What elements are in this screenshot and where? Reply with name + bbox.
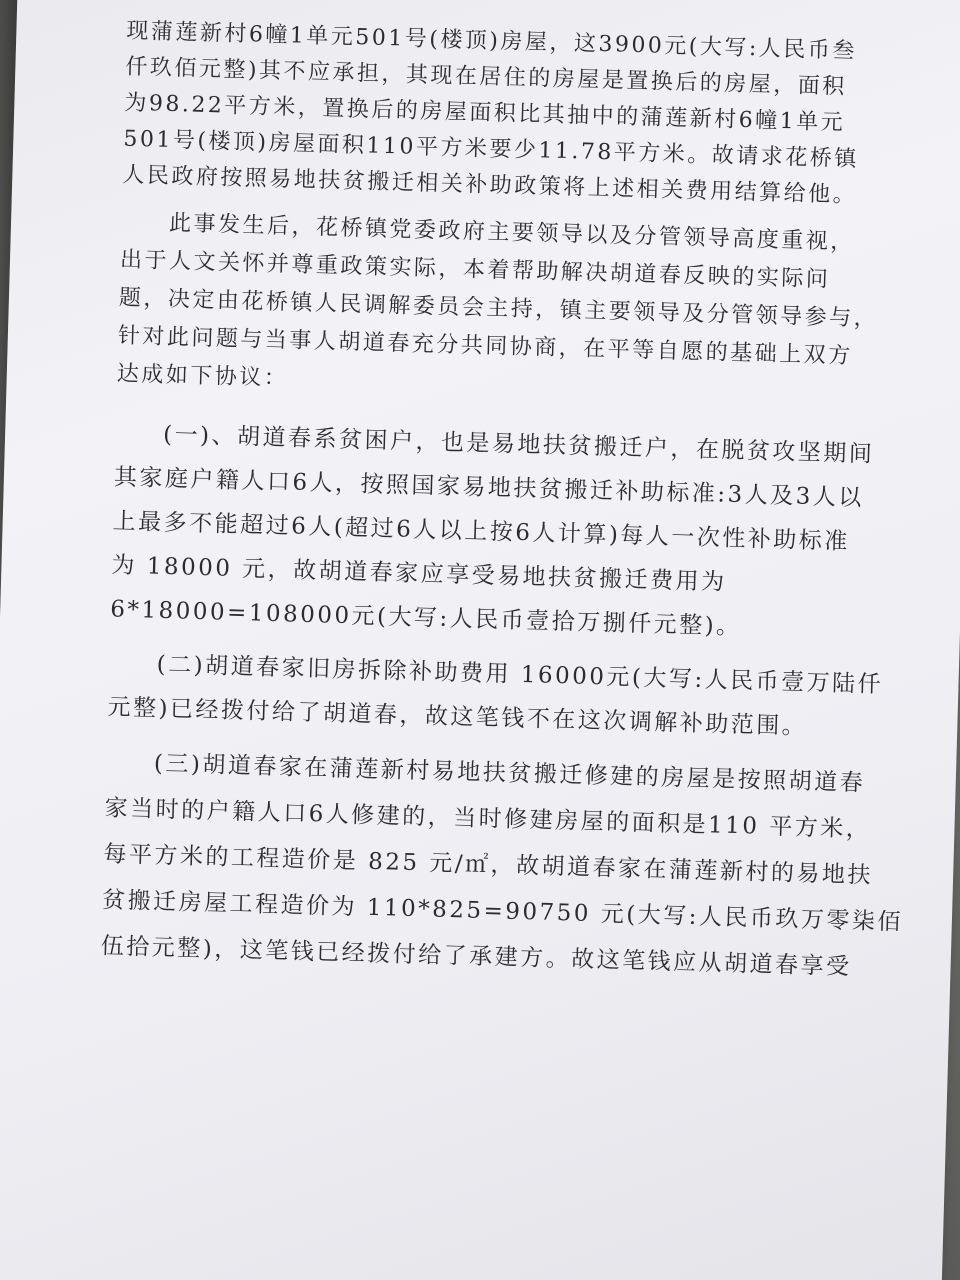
text-line: 每平方米的工程造价是 825 元/㎡，故胡道春家在蒲莲新村的易地扶 (103, 841, 874, 889)
text-line: 题，决定由花桥镇人民调解委员会主持，镇主要领导及分管领导参与， (118, 285, 879, 332)
text-line: 为98.22平方米，置换后的房屋面积比其抽中的蒲莲新村6幢1单元 (124, 90, 846, 136)
text-line: 6*18000=108000元(大写:人民币壹拾万捌仟元整)。 (109, 596, 742, 641)
text-line: (三)胡道春家在蒲莲新村易地扶贫搬迁修建的房屋是按照胡道春 (153, 750, 866, 797)
text-line: 贫搬迁房屋工程造价为 110*825=90750 元(大写:人民币玖万零柒佰 (101, 887, 904, 936)
text-line: (一)、胡道春系贫困户，也是易地扶贫搬迁户，在脱贫攻坚期间 (162, 421, 875, 468)
agreement-item-one (109, 411, 875, 652)
text-line: 出于人文关怀并尊重政策实际，本着帮助解决胡道春反映的实际问 (119, 247, 831, 293)
text-line: 达成如下协议： (116, 361, 289, 392)
text-line: 针对此问题与当事人胡道春充分共同协商，在平等自愿的基础上双方 (117, 323, 853, 370)
text-line: 仟玖佰元整)其不应承担，其现在居住的房屋是置换后的房屋，面积 (125, 54, 848, 100)
agreement-item-three (100, 739, 904, 990)
text-line: 伍拾元整)，这笔钱已经拨付给了承建方。故这笔钱应从胡道春享受 (100, 933, 852, 981)
agreement-item-two (107, 641, 884, 750)
paragraph-continued (122, 14, 867, 215)
text-line: 其家庭户籍人口6人，按照国家易地扶贫搬迁补助标准:3人及3人以 (113, 464, 865, 512)
text-line: 家当时的户籍人口6人修建的，当时修建房屋的面积是110 平方米， (104, 795, 872, 843)
text-line: (二)胡道春家旧房拆除补助费用 16000元(大写:人民币壹万陆仟 (156, 651, 884, 699)
text-line: 现蒲莲新村6幢1单元501号(楼顶)房屋，这3900元(大写:人民币叁 (126, 18, 858, 65)
text-line: 元整)已经拨付给了胡道春，故这笔钱不在这次调解补助范围。 (107, 694, 808, 740)
text-line: 上最多不能超过6人(超过6人以上按6人计算)每人一次性补助标准 (112, 508, 851, 556)
document-body (100, 14, 904, 990)
text-line: 501号(楼顶)房屋面积110平方米要少11.78平方米。故请求花桥镇 (123, 126, 860, 173)
text-line: 为 18000 元，故胡道春家应享受易地扶贫搬迁费用为 (111, 552, 727, 596)
text-line: 此事发生后，花桥镇党委政府主要领导以及分管领导高度重视， (168, 210, 856, 256)
paragraph-event (116, 204, 879, 415)
text-line: 人民政府按照易地扶贫搬迁相关补助政策将上述相关费用结算给他。 (122, 162, 858, 209)
